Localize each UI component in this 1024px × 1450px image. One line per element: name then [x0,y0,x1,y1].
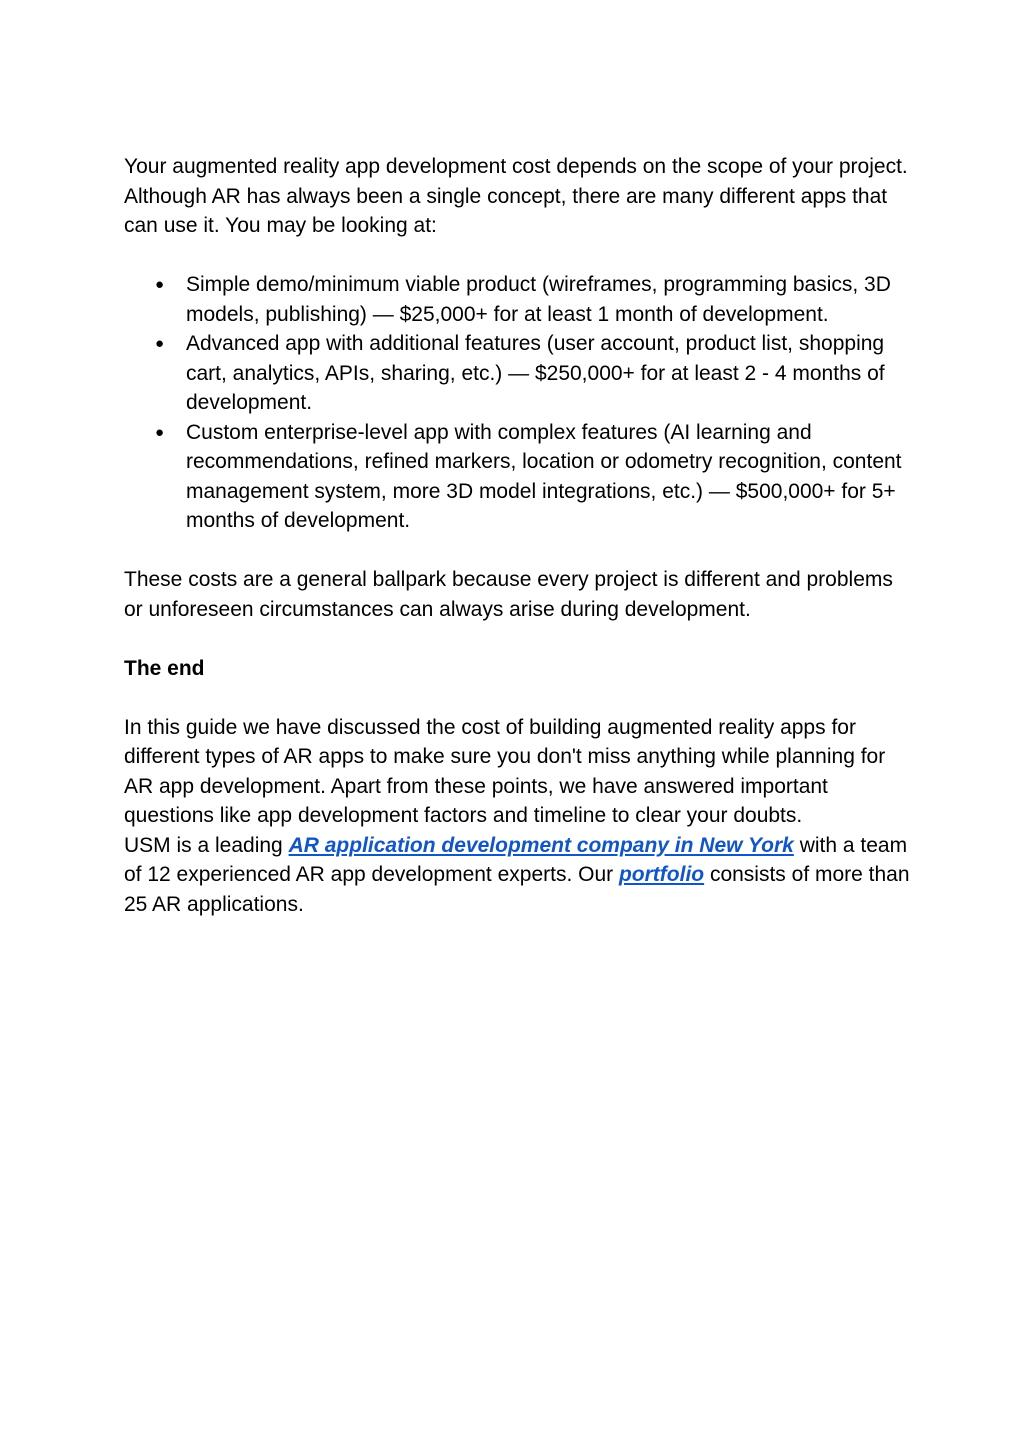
bullet-icon: ● [155,423,165,441]
list-item [124,270,914,329]
list-item [124,418,914,536]
list-item-text: Custom enterprise-level app with complex features (AI learning and recommendations, refined markers, location or odometry recognition, content management system, more 3D model integrations, etc.) — $500,000+ for 5+ months of development. [186,420,902,532]
document-page [124,152,914,919]
closing-prefix: USM is a leading [124,833,289,857]
closing-middle: with a team of 12 experienced AR app development experts. Our [124,833,908,886]
bullet-icon: ● [155,276,165,293]
closing-suffix: consists of more than 25 AR applications. [124,863,910,916]
section-heading: The end [124,656,205,680]
costs-note-paragraph: These costs are a general ballpark because every project is different and problems or unforeseen circumstances can always arise during development. [124,568,893,621]
intro-paragraph: Your augmented reality app development cost depends on the scope of your project. Although AR has always been a single concept, there are many different apps that can use it. You may be looking at: [124,155,908,237]
spacer [124,683,914,713]
bullet-icon: ● [155,335,165,352]
spacer [124,624,914,654]
list-item-text: Simple demo/minimum viable product (wireframes, programming basics, 3D models, publishing) — $25,000+ for at least 1 month of development. [186,273,891,326]
conclusion-paragraph: In this guide we have discussed the cost of building augmented reality apps for different types of AR apps to make sure you don't miss anything while planning for AR app development. Apart from these points, we have answered important questions like app development factors and timeline to clear your doubts. [124,715,886,827]
closing-paragraph [124,831,914,920]
list-item-text: Advanced app with additional features (user account, product list, shopping cart, analytics, APIs, sharing, etc.) — $250,000+ for at least 2 - 4 months of development. [186,332,885,414]
list-item [124,329,914,418]
spacer [124,536,914,566]
spacer [124,241,914,271]
portfolio-link[interactable]: portfolio [618,863,705,886]
cost-tier-list [124,270,914,536]
ar-company-link[interactable]: AR application development company in New York [288,833,794,857]
